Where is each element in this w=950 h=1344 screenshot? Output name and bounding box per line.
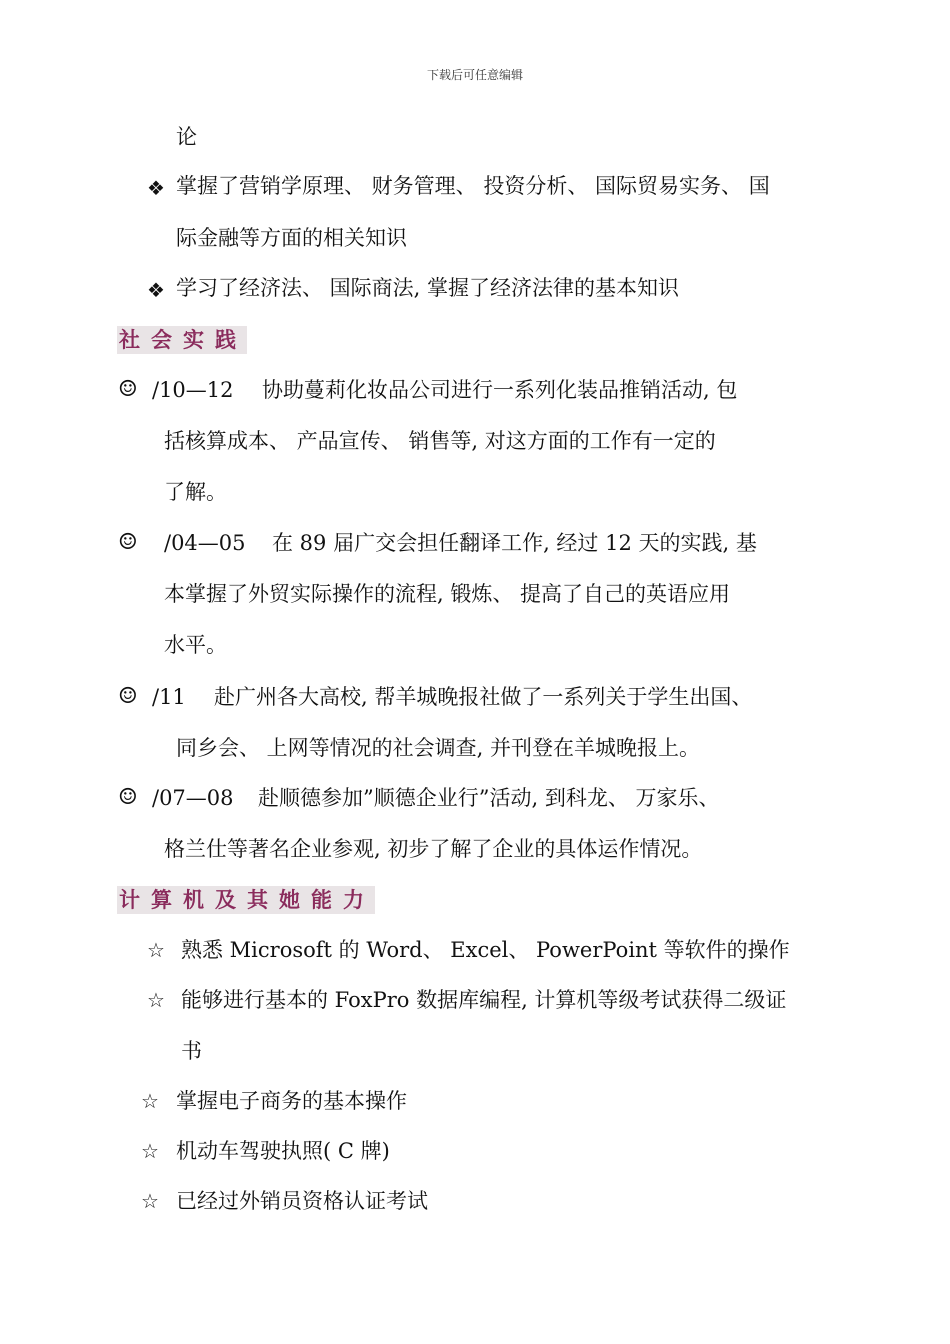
section-title-skills: 计算机及其她能力 [119, 887, 375, 912]
practice-item-line: 在 89 届广交会担任翻译工作, 经过 12 天的实践, 基 [272, 531, 757, 555]
skill-item-line: 书 [181, 1039, 202, 1063]
skill-item-line: 能够进行基本的 FoxPro 数据库编程, 计算机等级考试获得二级证 [181, 988, 787, 1012]
star-icon: ☆ [141, 1189, 159, 1213]
practice-item-line: 协助蔓莉化妆品公司进行一系列化装品推销活动, 包 [262, 378, 738, 402]
continuation-text: 论 [176, 125, 197, 149]
practice-date: /07—08 [152, 786, 234, 810]
practice-date: /10—12 [152, 378, 234, 402]
skill-item-line: 机动车驾驶执照( C 牌) [176, 1139, 390, 1163]
practice-item-line: 赴广州各大高校, 帮羊城晚报社做了一系列关于学生出国、 [214, 685, 753, 709]
practice-item-line: 格兰仕等著名企业参观, 初步了解了企业的具体运作情况。 [164, 837, 703, 861]
study-item-line: 掌握了营销学原理、 财务管理、 投资分析、 国际贸易实务、 国 [176, 174, 770, 198]
smiley-icon: ☺ [118, 684, 138, 709]
practice-item-line: 括核算成本、 产品宣传、 销售等, 对这方面的工作有一定的 [164, 429, 716, 453]
star-icon: ☆ [147, 938, 165, 962]
diamond-bullet-icon: ❖ [147, 278, 165, 302]
practice-date: /04—05 [164, 531, 246, 555]
practice-item-line: 水平。 [164, 633, 227, 657]
practice-item-line: 了解。 [164, 480, 227, 504]
study-item-line: 际金融等方面的相关知识 [176, 226, 407, 250]
smiley-icon: ☺ [118, 377, 138, 402]
practice-date: /11 [152, 685, 186, 709]
practice-item-line: 同乡会、 上网等情况的社会调查, 并刊登在羊城晚报上。 [176, 736, 701, 760]
skill-item-line: 熟悉 Microsoft 的 Word、 Excel、 PowerPoint 等软件的操作 [181, 938, 790, 962]
smiley-icon: ☺ [118, 530, 138, 555]
page-header: 下载后可任意编辑 [426, 68, 523, 82]
skill-item-line: 掌握电子商务的基本操作 [176, 1089, 407, 1113]
star-icon: ☆ [141, 1089, 159, 1113]
smiley-icon: ☺ [118, 785, 138, 810]
study-item-line: 学习了经济法、 国际商法, 掌握了经济法律的基本知识 [176, 276, 680, 300]
practice-item-line: 本掌握了外贸实际操作的流程, 锻炼、 提高了自己的英语应用 [164, 582, 731, 606]
star-icon: ☆ [147, 988, 165, 1012]
section-title-practice: 社会实践 [119, 327, 247, 352]
skill-item-line: 已经过外销员资格认证考试 [176, 1189, 428, 1213]
diamond-bullet-icon: ❖ [147, 176, 165, 200]
star-icon: ☆ [141, 1139, 159, 1163]
practice-item-line: 赴顺德参加”顺德企业行”活动, 到科龙、 万家乐、 [258, 786, 720, 810]
